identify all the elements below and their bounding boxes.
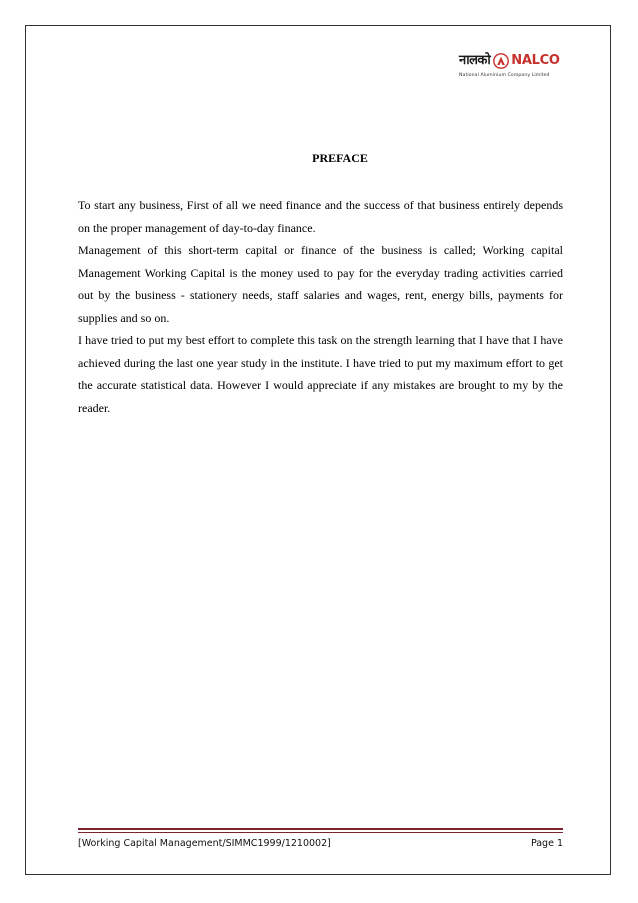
paragraph: I have tried to put my best effort to complete this task on the strength learning that I have that I have achieved during the last one year study in the institute. I have tried to put my maximum effort to get the accurate statistical data. However I would appreciate if any mistakes are brought to my by the reader. bbox=[78, 333, 563, 415]
nalco-logo bbox=[459, 50, 563, 86]
footer-rule-thick bbox=[78, 828, 563, 830]
logo-name: NALCO bbox=[511, 53, 560, 68]
logo-wordmark bbox=[459, 50, 563, 72]
preface-body bbox=[78, 194, 563, 419]
footer-rule-thin bbox=[78, 832, 563, 833]
page-footer bbox=[78, 823, 563, 847]
footer-page-number: Page 1 bbox=[530, 838, 563, 849]
nalco-emblem-icon bbox=[493, 53, 509, 69]
logo-hindi-text: नालको bbox=[459, 53, 491, 68]
page-title-text: PREFACE bbox=[312, 151, 368, 165]
paragraph: Management of this short-term capital or finance of the business is called; Working capital Management Working Capital is the money used to pay for the everyday trading activities carried out by the business - stationery needs, staff salaries and wages, rent, energy bills, payments for supplies and so on. bbox=[78, 243, 563, 325]
paragraph: To start any business, First of all we need finance and the success of that business entirely depends on the proper management of day-to-day finance. bbox=[78, 198, 563, 235]
page-title bbox=[0, 150, 638, 166]
footer-document-id: [Working Capital Management/SIMMC1999/1210002] bbox=[78, 838, 331, 849]
logo-subtitle: National Aluminium Company Limited bbox=[459, 73, 550, 78]
